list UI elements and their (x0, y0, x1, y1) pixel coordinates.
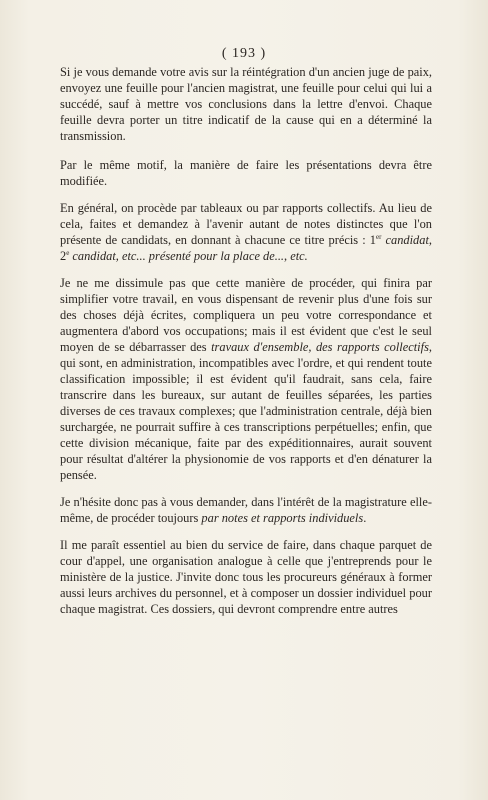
paragraph-3-text-b: , 2 (60, 233, 433, 263)
paragraph-5-text-a: Je n'hésite donc pas à vous demander, dans l'intérêt de la magistrature elle-même, de procéder toujours (60, 495, 432, 525)
paragraph-4 (60, 275, 432, 483)
paragraph-4-italic-1: travaux d'ensemble, des rapports collectifs (211, 340, 429, 354)
page-number: ( 193 ) (221, 46, 267, 61)
paragraph-3-italic-2: candidat, etc... présenté pour la place de... (69, 249, 285, 263)
paragraph-4-text-b: , qui sont, en administration, incompatibles avec l'ordre, et qui rendent toute classification impossible; il est évident qu'il faudrait, sans cela, faire transcrire dans les bureaux, sur autant de feuilles séparées, les parties diverses de ces travaux complexes; que l'administration centrale, déjà bien surchargée, ne pourrait suffire à ces transcriptions perpétuelles; enfin, que cette division mécanique, faite par des expéditionnaires, aurait souvent pour résultat d'altérer la physionomie de vos rapports et d'en dénaturer la pensée. (60, 340, 432, 482)
paragraph-5 (60, 494, 432, 526)
paragraph-3-italic-3: etc. (290, 249, 308, 263)
paragraph-4-text-a: Je ne me dissimule pas que cette manière de procéder, qui finira par simplifier votre travail, en vous dispensant de revenir plus d'une fois sur des choses déjà écrites, compliquera un peu votre correspondance et augmentera d'abord vos occupations; mais il est évident que c'est le seul moyen de se débarrasser des (60, 276, 432, 354)
paragraph-3-italic-1: candidat (381, 233, 429, 247)
paragraph-3-text-c: , (284, 249, 291, 263)
paragraph-3 (60, 200, 432, 264)
paragraph-5-italic-1: par notes et rapports individuels (201, 511, 364, 525)
paragraph-6: Il me paraît essentiel au bien du service de faire, dans chaque parquet de cour d'appel, une organisation analogue à celle que j'entreprends pour le ministère de la justice. J'invite donc tous les procureurs généraux à former aussi leurs archives du personnel, et à composer un dossier individuel pour chaque magistrat. Ces dossiers, qui devront comprendre entre autres (60, 538, 432, 616)
paragraph-5-text-b: . (363, 511, 367, 525)
ordinal-suffix-1: er (375, 232, 382, 241)
body-text (60, 64, 432, 628)
ordinal-suffix-2: e (66, 248, 70, 257)
paragraph-1: Si je vous demande votre avis sur la réintégration d'un ancien juge de paix, envoyez une feuille pour l'ancien magistrat, une feuille pour celui qui lui a succédé, sauf à mettre vos conclusions dans la lettre d'envoi. Chaque feuille devra porter un titre indicatif de la cause qui en a déterminé la transmission. (60, 65, 432, 143)
paragraph-2: Par le même motif, la manière de faire les présentations devra être modifiée. (60, 158, 432, 188)
paragraph-3-text-a: En général, on procède par tableaux ou par rapports collectifs. Au lieu de cela, faites et demandez à l'avenir autant de notes distinctes que l'on présente de candidats, en donnant à chacune ce titre précis : 1 (60, 201, 432, 247)
